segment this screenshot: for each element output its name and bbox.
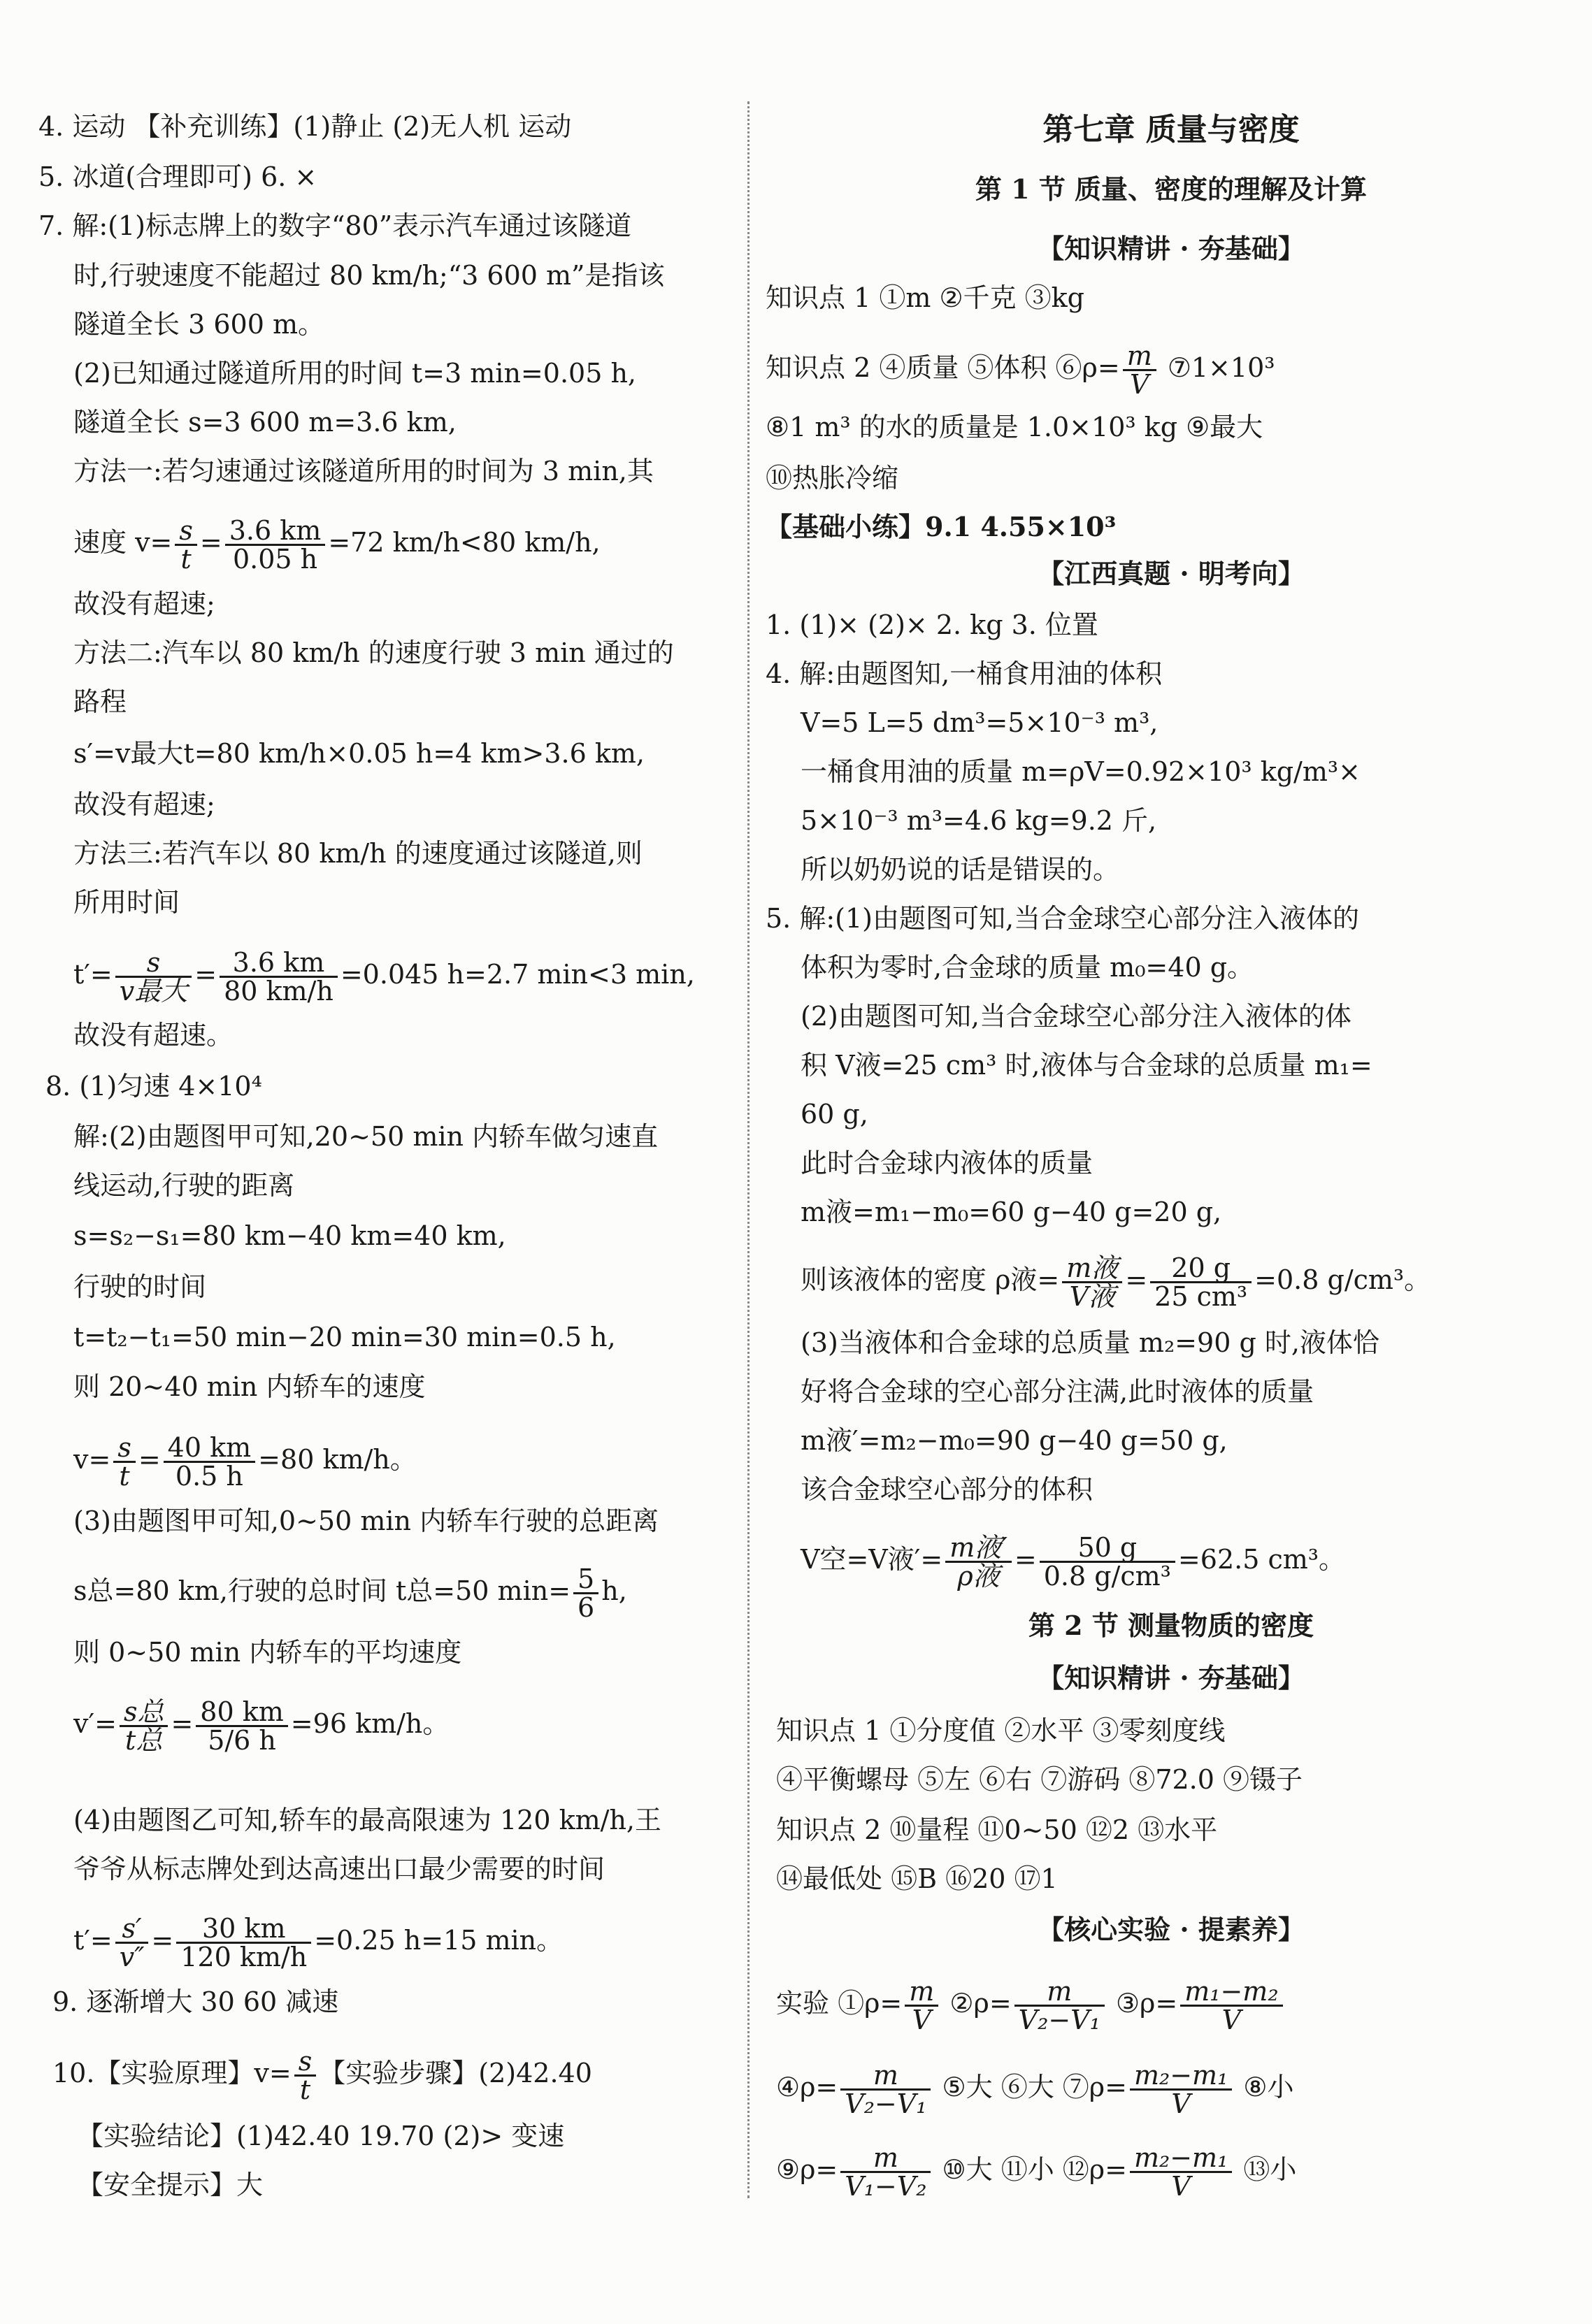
section-2-heading-knowledge: 【知识精讲 · 夯基础】 (1038, 1662, 1305, 1694)
speed-formula-2: v= $\frac{s}{t}$ = $\frac{40 km}{0.5 h}$ =80 km/h。 (73, 1432, 417, 1492)
answer-8-line: (4)由题图乙可知,轿车的最高限速为 120 km/h,王 (73, 1805, 662, 1835)
answer-8-line: 则 20~40 min 内轿车的速度 (73, 1371, 426, 1402)
real-answer-5-line: 体积为零时,合金球的质量 m₀=40 g。 (801, 952, 1254, 983)
real-answer-5: 5. 解:(1)由题图可知,当合金球空心部分注入液体的 (766, 903, 1360, 934)
knowledge-point-1: 知识点 1 ①m ②千克 ③kg (766, 282, 1084, 313)
answer-7-line: 所用时间 (73, 887, 180, 918)
answer-7-line: 隧道全长 s=3 600 m=3.6 km, (73, 407, 457, 438)
answer-7-line: 时,行驶速度不能超过 80 km/h;“3 600 m”是指该 (73, 260, 665, 291)
experiment-formulas-1: 实验 ①ρ= $\frac{m}{V}$ ②ρ= $\frac{m}{\text{V₂−V₁}}$ ③ρ= $\frac{\text{m₁−m₂}}{V}$ (776, 1978, 1286, 2033)
section-1-title: 第 1 节 质量、密度的理解及计算 (975, 173, 1368, 205)
answer-8-line: 爷爷从标志牌处到达高速出口最少需要的时间 (73, 1854, 605, 1884)
real-answer-5-line: 好将合金球的空心部分注满,此时液体的质量 (801, 1376, 1314, 1407)
answer-8: 8. (1)匀速 4×10⁴ (45, 1071, 262, 1102)
answer-10: 10.【实验原理】v= $\frac{s}{t}$ 【实验步骤】(2)42.40 (52, 2046, 592, 2105)
real-answer-5-line: m液′=m₂−m₀=90 g−40 g=50 g, (801, 1425, 1228, 1456)
core-experiment-heading: 【核心实验 · 提素养】 (1038, 1914, 1305, 1945)
knowledge-point-2: 知识点 2 ④质量 ⑤体积 ⑥ρ= $\frac{m}{V}$ ⑦1×10³ (766, 340, 1275, 400)
hollow-volume-formula: V空=V液′= $\frac{\text{m液′}}{\text{ρ液}}$ = $\frac{50 g}{\text{0.8 g/cm³}}$ =62.5 cm³。 (801, 1532, 1345, 1592)
real-answer-5-line: (2)由题图可知,当合金球空心部分注入液体的体 (801, 1001, 1351, 1032)
answer-7-line: 隧道全长 3 600 m。 (73, 309, 324, 340)
experiment-formulas-2: ④ρ= $\frac{m}{\text{V₂−V₁}}$ ⑤大 ⑥大 ⑦ρ= $\frac{\text{m₂−m₁}}{V}$ ⑧小 (776, 2060, 1294, 2119)
real-answer-5-line: (3)当液体和合金球的总质量 m₂=90 g 时,液体恰 (801, 1327, 1379, 1358)
answer-8-line: 则 0~50 min 内轿车的平均速度 (73, 1637, 462, 1668)
real-answer-1-3: 1. (1)× (2)× 2. kg 3. 位置 (766, 609, 1098, 640)
answer-8-line: (3)由题图甲可知,0~50 min 内轿车行驶的总距离 (73, 1506, 659, 1536)
answer-7-line: 故没有超速; (73, 589, 215, 619)
answer-8-line: 线运动,行驶的距离 (73, 1170, 295, 1201)
jiangxi-real-heading: 【江西真题 · 明考向】 (1038, 558, 1305, 589)
answer-7-line: s′=v最大t=80 km/h×0.05 h=4 km>3.6 km, (73, 738, 645, 769)
s2-knowledge-point-1: 知识点 1 ①分度值 ②水平 ③零刻度线 (776, 1715, 1226, 1746)
answer-9: 9. 逐渐增大 30 60 减速 (52, 1986, 339, 2017)
density-formula: 则该液体的密度 ρ液= $\frac{\text{m液}}{\text{V液}}$ = $\frac{20 g}{\text{25 cm³}}$ =0.8 g/cm³。 (801, 1253, 1431, 1312)
section-1-heading-knowledge: 【知识精讲 · 夯基础】 (1038, 233, 1305, 264)
knowledge-point-2-cont: ⑩热胀冷缩 (766, 463, 899, 493)
answer-8-line: s=s₂−s₁=80 km−40 km=40 km, (73, 1220, 506, 1251)
real-answer-5-line: 该合金球空心部分的体积 (801, 1474, 1093, 1505)
experiment-formulas-3: ⑨ρ= $\frac{m}{\text{V₁−V₂}}$ ⑩大 ⑪小 ⑫ρ= $\frac{\text{m₂−m₁}}{V}$ ⑬小 (776, 2142, 1297, 2202)
s2-knowledge-point-1-cont: ④平衡螺母 ⑤左 ⑥右 ⑦游码 ⑧72.0 ⑨镊子 (776, 1764, 1303, 1795)
answer-7-line: 路程 (73, 686, 127, 717)
answer-4: 4. 运动 【补充训练】(1)静止 (2)无人机 运动 (38, 111, 572, 142)
answer-7-line: 故没有超速; (73, 789, 215, 820)
answer-8-line: 行驶的时间 (73, 1271, 207, 1302)
answer-5-6: 5. 冰道(合理即可) 6. × (38, 161, 317, 192)
knowledge-point-2-cont: ⑧1 m³ 的水的质量是 1.0×10³ kg ⑨最大 (766, 412, 1263, 442)
time-formula-1: t′= $\frac{s}{\text{v最大}}$ = $\frac{3.6 km}{80 km/h}$ =0.045 h=2.7 min<3 min, (73, 947, 695, 1006)
answer-10-safety: 【安全提示】大 (77, 2170, 264, 2200)
answer-7-line: 7. 解:(1)标志牌上的数字“80”表示汽车通过该隧道 (38, 210, 632, 241)
answer-7-line: 故没有超速。 (73, 1020, 234, 1051)
answer-7-line: 方法三:若汽车以 80 km/h 的速度通过该隧道,则 (73, 838, 643, 869)
total-time-line: s总=80 km,行驶的总时间 t总=50 min= $\frac{5}{6}$ h, (73, 1564, 627, 1623)
real-answer-4-line: 5×10⁻³ m³=4.6 kg=9.2 斤, (801, 805, 1157, 836)
s2-knowledge-point-2: 知识点 2 ⑩量程 ⑪0~50 ⑫2 ⑬水平 (776, 1814, 1218, 1845)
column-divider (747, 101, 750, 2198)
section-2-title: 第 2 节 测量物质的密度 (1028, 1610, 1314, 1641)
real-answer-5-line: m液=m₁−m₀=60 g−40 g=20 g, (801, 1197, 1222, 1227)
basic-practice: 【基础小练】9.1 4.55×10³ (766, 511, 1117, 542)
real-answer-4: 4. 解:由题图知,一桶食用油的体积 (766, 658, 1163, 689)
real-answer-4-line: 所以奶奶说的话是错误的。 (801, 854, 1120, 885)
answer-8-line: 解:(2)由题图甲可知,20~50 min 内轿车做匀速直 (73, 1121, 659, 1152)
answer-7-line: 方法一:若匀速通过该隧道所用的时间为 3 min,其 (73, 456, 654, 486)
answer-8-line: t=t₂−t₁=50 min−20 min=30 min=0.5 h, (73, 1322, 616, 1352)
answer-7-line: (2)已知通过隧道所用的时间 t=3 min=0.05 h, (73, 358, 637, 389)
real-answer-5-line: 此时合金球内液体的质量 (801, 1148, 1093, 1178)
s2-knowledge-point-2-cont: ⑭最低处 ⑮B ⑯20 ⑰1 (776, 1863, 1058, 1894)
real-answer-5-line: 积 V液=25 cm³ 时,液体与合金球的总质量 m₁= (801, 1050, 1372, 1081)
real-answer-5-line: 60 g, (801, 1099, 868, 1129)
avg-speed-formula: v′= $\frac{\text{s总}}{\text{t总}}$ = $\frac{80 km}{5/6 h}$ =96 km/h。 (73, 1696, 450, 1756)
answer-7-line: 方法二:汽车以 80 km/h 的速度行驶 3 min 通过的 (73, 637, 674, 668)
real-answer-4-line: 一桶食用油的质量 m=ρV=0.92×10³ kg/m³× (801, 756, 1361, 787)
min-time-formula: t′= $\frac{s'}{v''}$ = $\frac{30 km}{120 km/h}$ =0.25 h=15 min。 (73, 1913, 564, 1972)
speed-formula-1: 速度 v= $\frac{s}{t}$ = $\frac{3.6 km}{0.05 h}$ =72 km/h<80 km/h, (73, 515, 601, 575)
answer-10-conclusion: 【实验结论】(1)42.40 19.70 (2)> 变速 (77, 2121, 565, 2151)
chapter-title: 第七章 质量与密度 (1042, 112, 1300, 147)
real-answer-4-line: V=5 L=5 dm³=5×10⁻³ m³, (801, 707, 1159, 738)
